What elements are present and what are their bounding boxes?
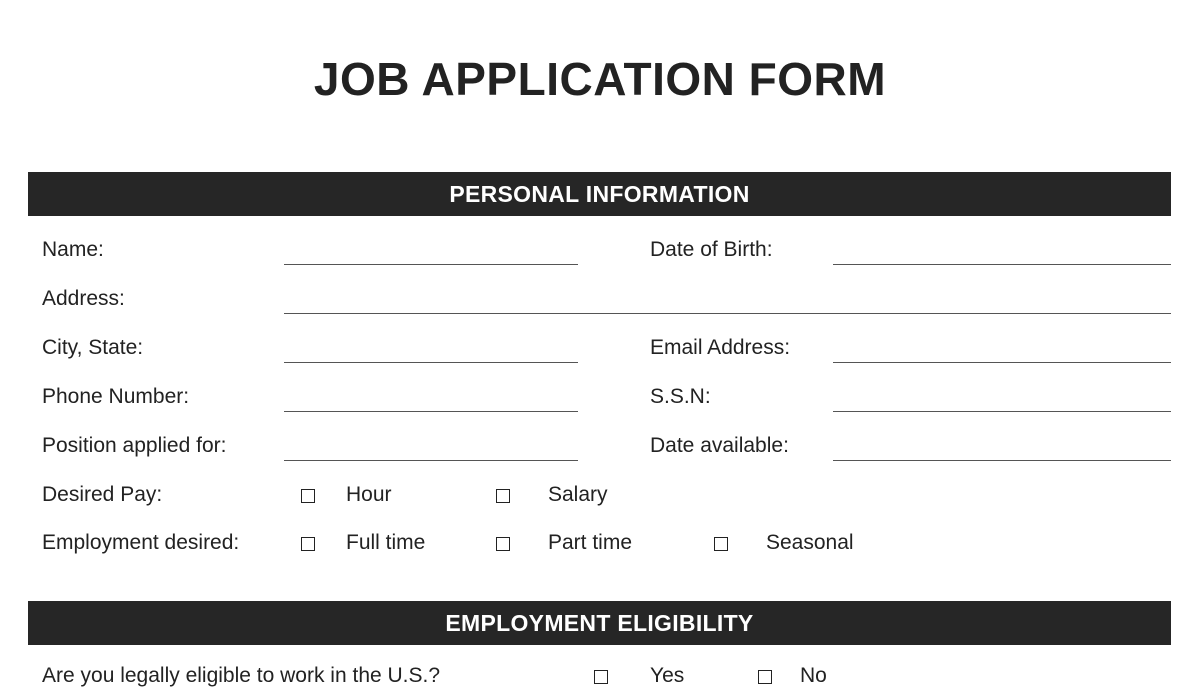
position-applied-for-label: Position applied for: — [42, 434, 227, 457]
position-applied-for-field[interactable] — [284, 460, 578, 461]
salary-checkbox[interactable] — [496, 489, 510, 503]
eligible-no-label: No — [800, 664, 827, 687]
eligible-yes-label: Yes — [650, 664, 685, 687]
form-title: JOB APPLICATION FORM — [313, 53, 887, 105]
address-label: Address: — [42, 287, 125, 310]
ssn-field[interactable] — [833, 411, 1171, 412]
seasonal-option-label: Seasonal — [766, 531, 854, 554]
phone-number-label: Phone Number: — [42, 385, 190, 408]
date-available-field[interactable] — [833, 460, 1171, 461]
name-label: Name: — [42, 238, 104, 261]
name-field[interactable] — [284, 264, 578, 265]
full-time-option-label: Full time — [346, 531, 426, 554]
section-header-personal-information: PERSONAL INFORMATION — [28, 172, 1171, 216]
city-state-label: City, State: — [42, 336, 144, 359]
phone-number-field[interactable] — [284, 411, 578, 412]
city-state-field[interactable] — [284, 362, 578, 363]
part-time-option-label: Part time — [548, 531, 633, 554]
email-address-field[interactable] — [833, 362, 1171, 363]
desired-pay-label: Desired Pay: — [42, 483, 163, 506]
hour-option-label: Hour — [346, 483, 392, 506]
section-header-employment-eligibility: EMPLOYMENT ELIGIBILITY — [28, 601, 1171, 645]
eligible-no-checkbox[interactable] — [758, 670, 772, 684]
eligible-yes-checkbox[interactable] — [594, 670, 608, 684]
part-time-checkbox[interactable] — [496, 537, 510, 551]
legally-eligible-question: Are you legally eligible to work in the U.S.? — [42, 664, 441, 687]
employment-desired-label: Employment desired: — [42, 531, 240, 554]
address-field[interactable] — [284, 313, 1171, 314]
seasonal-checkbox[interactable] — [714, 537, 728, 551]
date-available-label: Date available: — [650, 434, 789, 457]
ssn-label: S.S.N: — [650, 385, 711, 408]
date-of-birth-label: Date of Birth: — [650, 238, 773, 261]
hour-checkbox[interactable] — [301, 489, 315, 503]
email-address-label: Email Address: — [650, 336, 791, 359]
salary-option-label: Salary — [548, 483, 608, 506]
date-of-birth-field[interactable] — [833, 264, 1171, 265]
full-time-checkbox[interactable] — [301, 537, 315, 551]
